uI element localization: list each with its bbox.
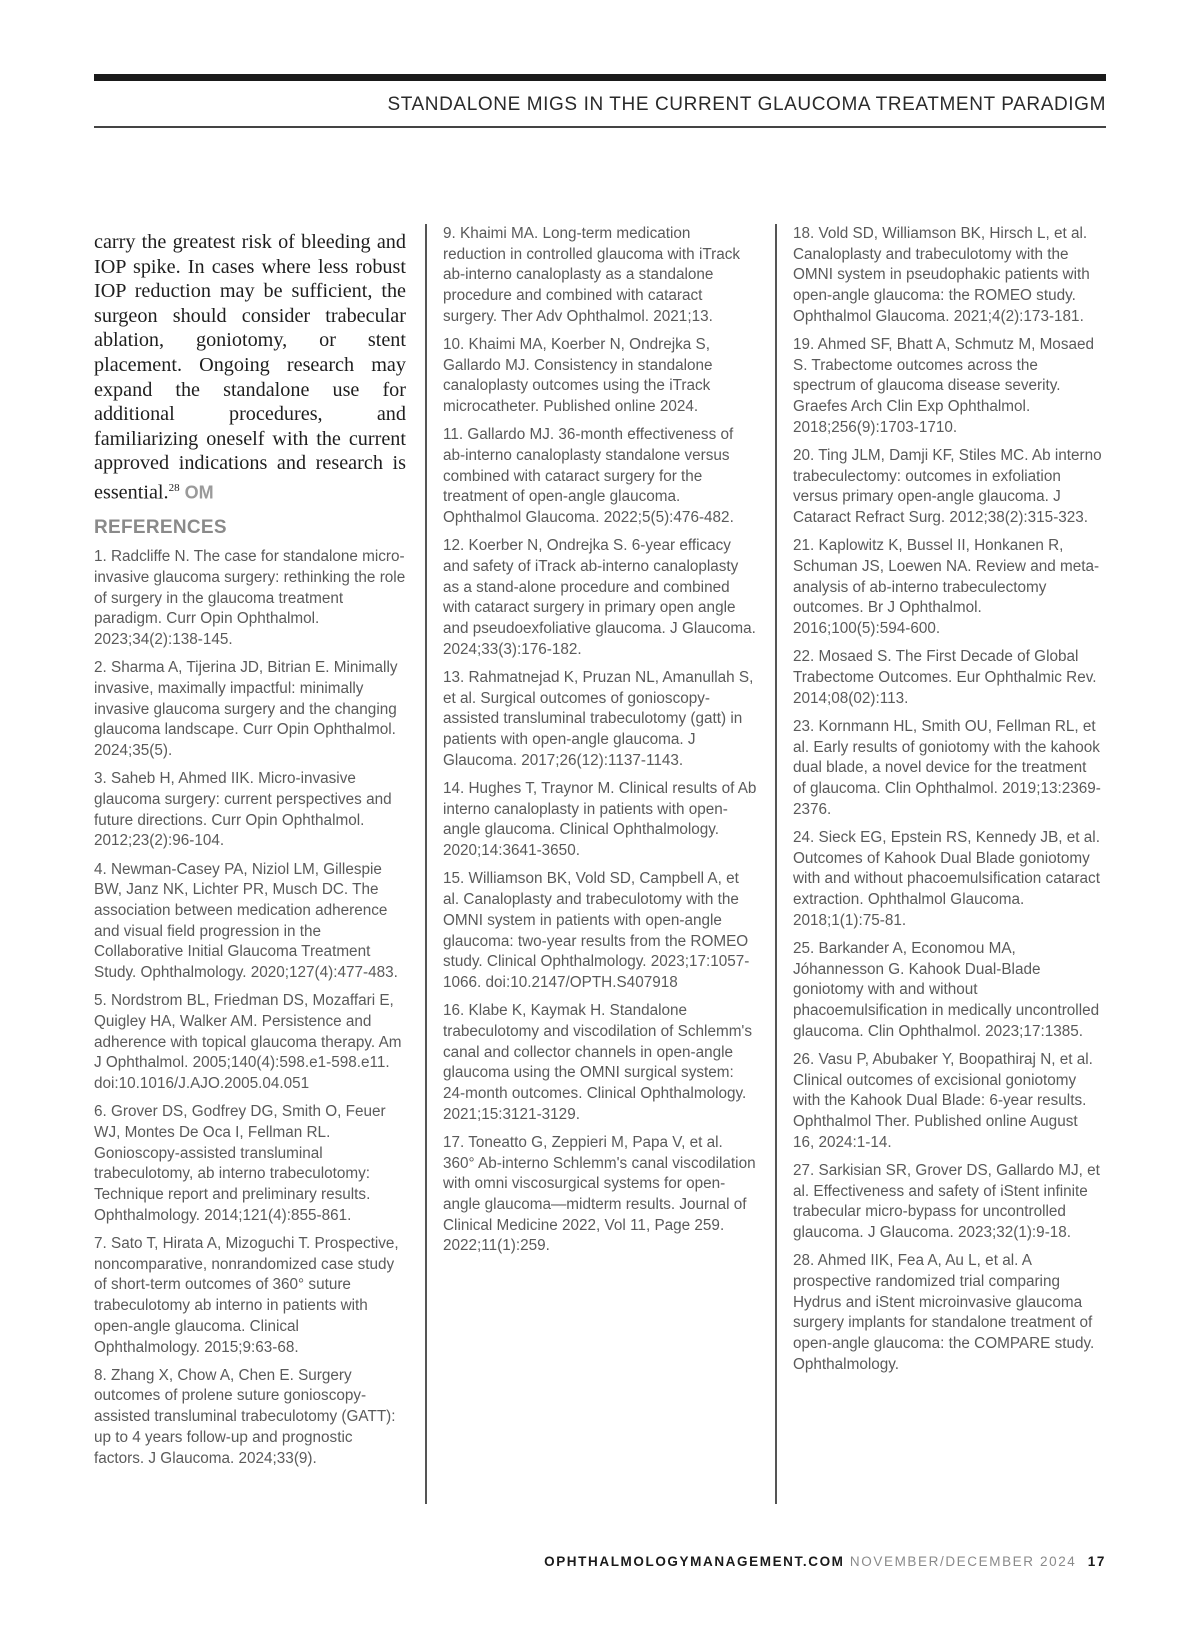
- reference-item: 2. Sharma A, Tijerina JD, Bitrian E. Minimally invasive, maximally impactful: minimally invasive glaucoma surgery and the changing glaucoma landscape. Curr Opin Ophthalmol. 2024;35(5).: [94, 659, 398, 760]
- reference-item: 21. Kaplowitz K, Bussel II, Honkanen R, Schuman JS, Loewen NA. Review and meta-analysis of ab-interno trabeculectomy outcomes. Br J Ophthalmol. 2016;100(5):594-600.: [793, 537, 1100, 638]
- reference-item: 15. Williamson BK, Vold SD, Campbell A, et al. Canaloplasty and trabeculotomy with the OMNI system in patients with open-angle glaucoma: two-year results from the ROMEO study. Clinical Ophthalmology. 2023;17:1057-1066. doi:10.2147/OPTH.S407918: [443, 870, 750, 991]
- footer-issue: NOVEMBER/DECEMBER 2024: [849, 1554, 1077, 1569]
- column-divider: [775, 224, 777, 1504]
- page-footer: [94, 1554, 1106, 1569]
- intro-text: carry the greatest risk of bleeding and IOP spike. In cases where less robust IOP reduction may be sufficient, the surgeon should consider trabecular ablation, goniotomy, or stent placement. Ongoing research may expand the standalone use for additional procedures, and familiarizing oneself with the current approved indications and research is essential.: [94, 231, 406, 504]
- footer-site: OPHTHALMOLOGYMANAGEMENT.COM: [544, 1554, 845, 1569]
- reference-item: 17. Toneatto G, Zeppieri M, Papa V, et al. 360° Ab-interno Schlemm's canal viscodilation with omni viscosurgical systems for open-angle glaucoma—midterm results. Journal of Clinical Medicine 2022, Vol 11, Page 259. 2022;11(1):259.: [443, 1133, 756, 1255]
- reference-item: 8. Zhang X, Chow A, Chen E. Surgery outcomes of prolene suture gonioscopy-assisted transluminal trabeculotomy (GATT): up to 4 years follow-up and prognostic factors. J Glaucoma. 2024;33(9).: [94, 1366, 396, 1467]
- reference-item: 16. Klabe K, Kaymak H. Standalone trabeculotomy and viscodilation of Schlemm's canal and collector channels in open-angle glaucoma using the OMNI surgical system: 24-month outcomes. Clinical Ophthalmology. 2021;15:3121-3129.: [443, 1002, 753, 1123]
- intro-paragraph: [94, 230, 406, 505]
- column-divider: [425, 224, 427, 1504]
- references-heading: REFERENCES: [94, 517, 227, 539]
- end-mark: OM: [184, 482, 214, 503]
- reference-item: 4. Newman-Casey PA, Niziol LM, Gillespie BW, Janz NK, Lichter PR, Musch DC. The association between medication adherence and visual field progression in the Collaborative Initial Glaucoma Treatment Study. Ophthalmology. 2020;127(4):477-483.: [94, 860, 398, 982]
- header-thin-rule: [94, 126, 1106, 128]
- reference-item: 6. Grover DS, Godfrey DG, Smith O, Feuer WJ, Montes De Oca I, Fellman RL. Gonioscopy-assisted transluminal trabeculotomy, ab interno trabeculotomy: Technique report and preliminary results. Ophthalmology. 2014;121(4):855-861.: [94, 1103, 386, 1224]
- reference-item: 9. Khaimi MA. Long-term medication reduction in controlled glaucoma with iTrack ab-interno canaloplasty as a standalone procedure and combined with cataract surgery. Ther Adv Ophthalmol. 2021;13.: [443, 225, 741, 325]
- reference-item: 18. Vold SD, Williamson BK, Hirsch L, et al. Canaloplasty and trabeculotomy with the OMNI system in pseudophakic patients with open-angle glaucoma: the ROMEO study. Ophthalmol Glaucoma. 2021;4(2):173-181.: [793, 225, 1090, 325]
- reference-item: 10. Khaimi MA, Koerber N, Ondrejka S, Gallardo MJ. Consistency in standalone canaloplasty outcomes using the iTrack microcatheter. Published online 2024.: [443, 336, 713, 416]
- reference-item: 26. Vasu P, Abubaker Y, Boopathiraj N, et al. Clinical outcomes of excisional goniotomy with the Kahook Dual Blade: 6-year results. Ophthalmol Ther. Published online August 16, 2024:1-14.: [793, 1051, 1093, 1151]
- reference-item: 13. Rahmatnejad K, Pruzan NL, Amanullah S, et al. Surgical outcomes of gonioscopy-assisted transluminal trabeculotomy (gatt) in patients with open-angle glaucoma. J Glaucoma. 2017;26(12):1137-1143.: [443, 669, 754, 769]
- reference-list: [94, 547, 406, 1469]
- column-3: [793, 224, 1103, 1383]
- reference-list: [793, 224, 1103, 1376]
- reference-list: [443, 224, 757, 1257]
- reference-item: 23. Kornmann HL, Smith OU, Fellman RL, et al. Early results of goniotomy with the kahook dual blade, a novel device for the treatment of glaucoma. Clin Ophthalmol. 2019;13:2369-2376.: [793, 717, 1101, 818]
- reference-item: 7. Sato T, Hirata A, Mizoguchi T. Prospective, noncomparative, nonrandomized case study of short-term outcomes of 360° suture trabeculotomy ab interno in patients with open-angle glaucoma. Clinical Ophthalmology. 2015;9:63-68.: [94, 1235, 399, 1356]
- reference-item: 12. Koerber N, Ondrejka S. 6-year efficacy and safety of iTrack ab-interno canaloplasty as a stand-alone procedure and combined with cataract surgery in primary open angle and pseudoexfoliative glaucoma. J Glaucoma. 2024;33(3):176-182.: [443, 537, 756, 658]
- reference-item: 5. Nordstrom BL, Friedman DS, Mozaffari E, Quigley HA, Walker AM. Persistence and adherence with topical glaucoma therapy. Am J Ophthalmol. 2005;140(4):598.e1-598.e11. doi:10.1016/J.AJO.2005.04.051: [94, 992, 402, 1093]
- reference-item: 11. Gallardo MJ. 36-month effectiveness of ab-interno canaloplasty standalone versus combined with cataract surgery for the treatment of open-angle glaucoma. Ophthalmol Glaucoma. 2022;5(5):476-482.: [443, 426, 734, 527]
- reference-item: 24. Sieck EG, Epstein RS, Kennedy JB, et al. Outcomes of Kahook Dual Blade goniotomy with and without phacoemulsification cataract extraction. Ophthalmol Glaucoma. 2018;1(1):75-81.: [793, 828, 1100, 929]
- header-top-rule: [94, 74, 1106, 81]
- running-head: STANDALONE MIGS IN THE CURRENT GLAUCOMA TREATMENT PARADIGM: [387, 94, 1106, 115]
- reference-item: 20. Ting JLM, Damji KF, Stiles MC. Ab interno trabeculectomy: outcomes in exfoliation versus primary open-angle glaucoma. J Cataract Refract Surg. 2012;38(2):315-323.: [793, 447, 1102, 527]
- column-1: [94, 224, 406, 1477]
- reference-item: 25. Barkander A, Economou MA, Jóhannesson G. Kahook Dual-Blade goniotomy with and without phacoemulsification in medically uncontrolled glaucoma. Clin Ophthalmol. 2023;17:1385.: [793, 940, 1100, 1040]
- reference-item: 1. Radcliffe N. The case for standalone micro-invasive glaucoma surgery: rethinking the role of surgery in the glaucoma treatment paradigm. Curr Opin Ophthalmol. 2023;34(2):138-145.: [94, 548, 406, 649]
- page-number: 17: [1087, 1554, 1106, 1569]
- intro-citation: 28: [168, 481, 180, 494]
- reference-item: 19. Ahmed SF, Bhatt A, Schmutz M, Mosaed S. Trabectome outcomes across the spectrum of glaucoma disease severity. Graefes Arch Clin Exp Ophthalmol. 2018;256(9):1703-1710.: [793, 336, 1094, 436]
- reference-item: 3. Saheb H, Ahmed IIK. Micro-invasive glaucoma surgery: current perspectives and future directions. Curr Opin Ophthalmol. 2012;23(2):96-104.: [94, 770, 392, 850]
- reference-item: 27. Sarkisian SR, Grover DS, Gallardo MJ, et al. Effectiveness and safety of iStent infinite trabecular micro-bypass for uncontrolled glaucoma. J Glaucoma. 2023;32(1):9-18.: [793, 1162, 1100, 1242]
- reference-item: 14. Hughes T, Traynor M. Clinical results of Ab interno canaloplasty in patients with open-angle glaucoma. Clinical Ophthalmology. 2020;14:3641-3650.: [443, 780, 757, 860]
- reference-item: 28. Ahmed IIK, Fea A, Au L, et al. A prospective randomized trial comparing Hydrus and iStent microinvasive glaucoma surgery implants for standalone treatment of open-angle glaucoma: the COMPARE study. Ophthalmology.: [793, 1252, 1095, 1373]
- reference-item: 22. Mosaed S. The First Decade of Global Trabectome Outcomes. Eur Ophthalmic Rev. 2014;08(02):113.: [793, 648, 1097, 707]
- column-2: [443, 224, 757, 1265]
